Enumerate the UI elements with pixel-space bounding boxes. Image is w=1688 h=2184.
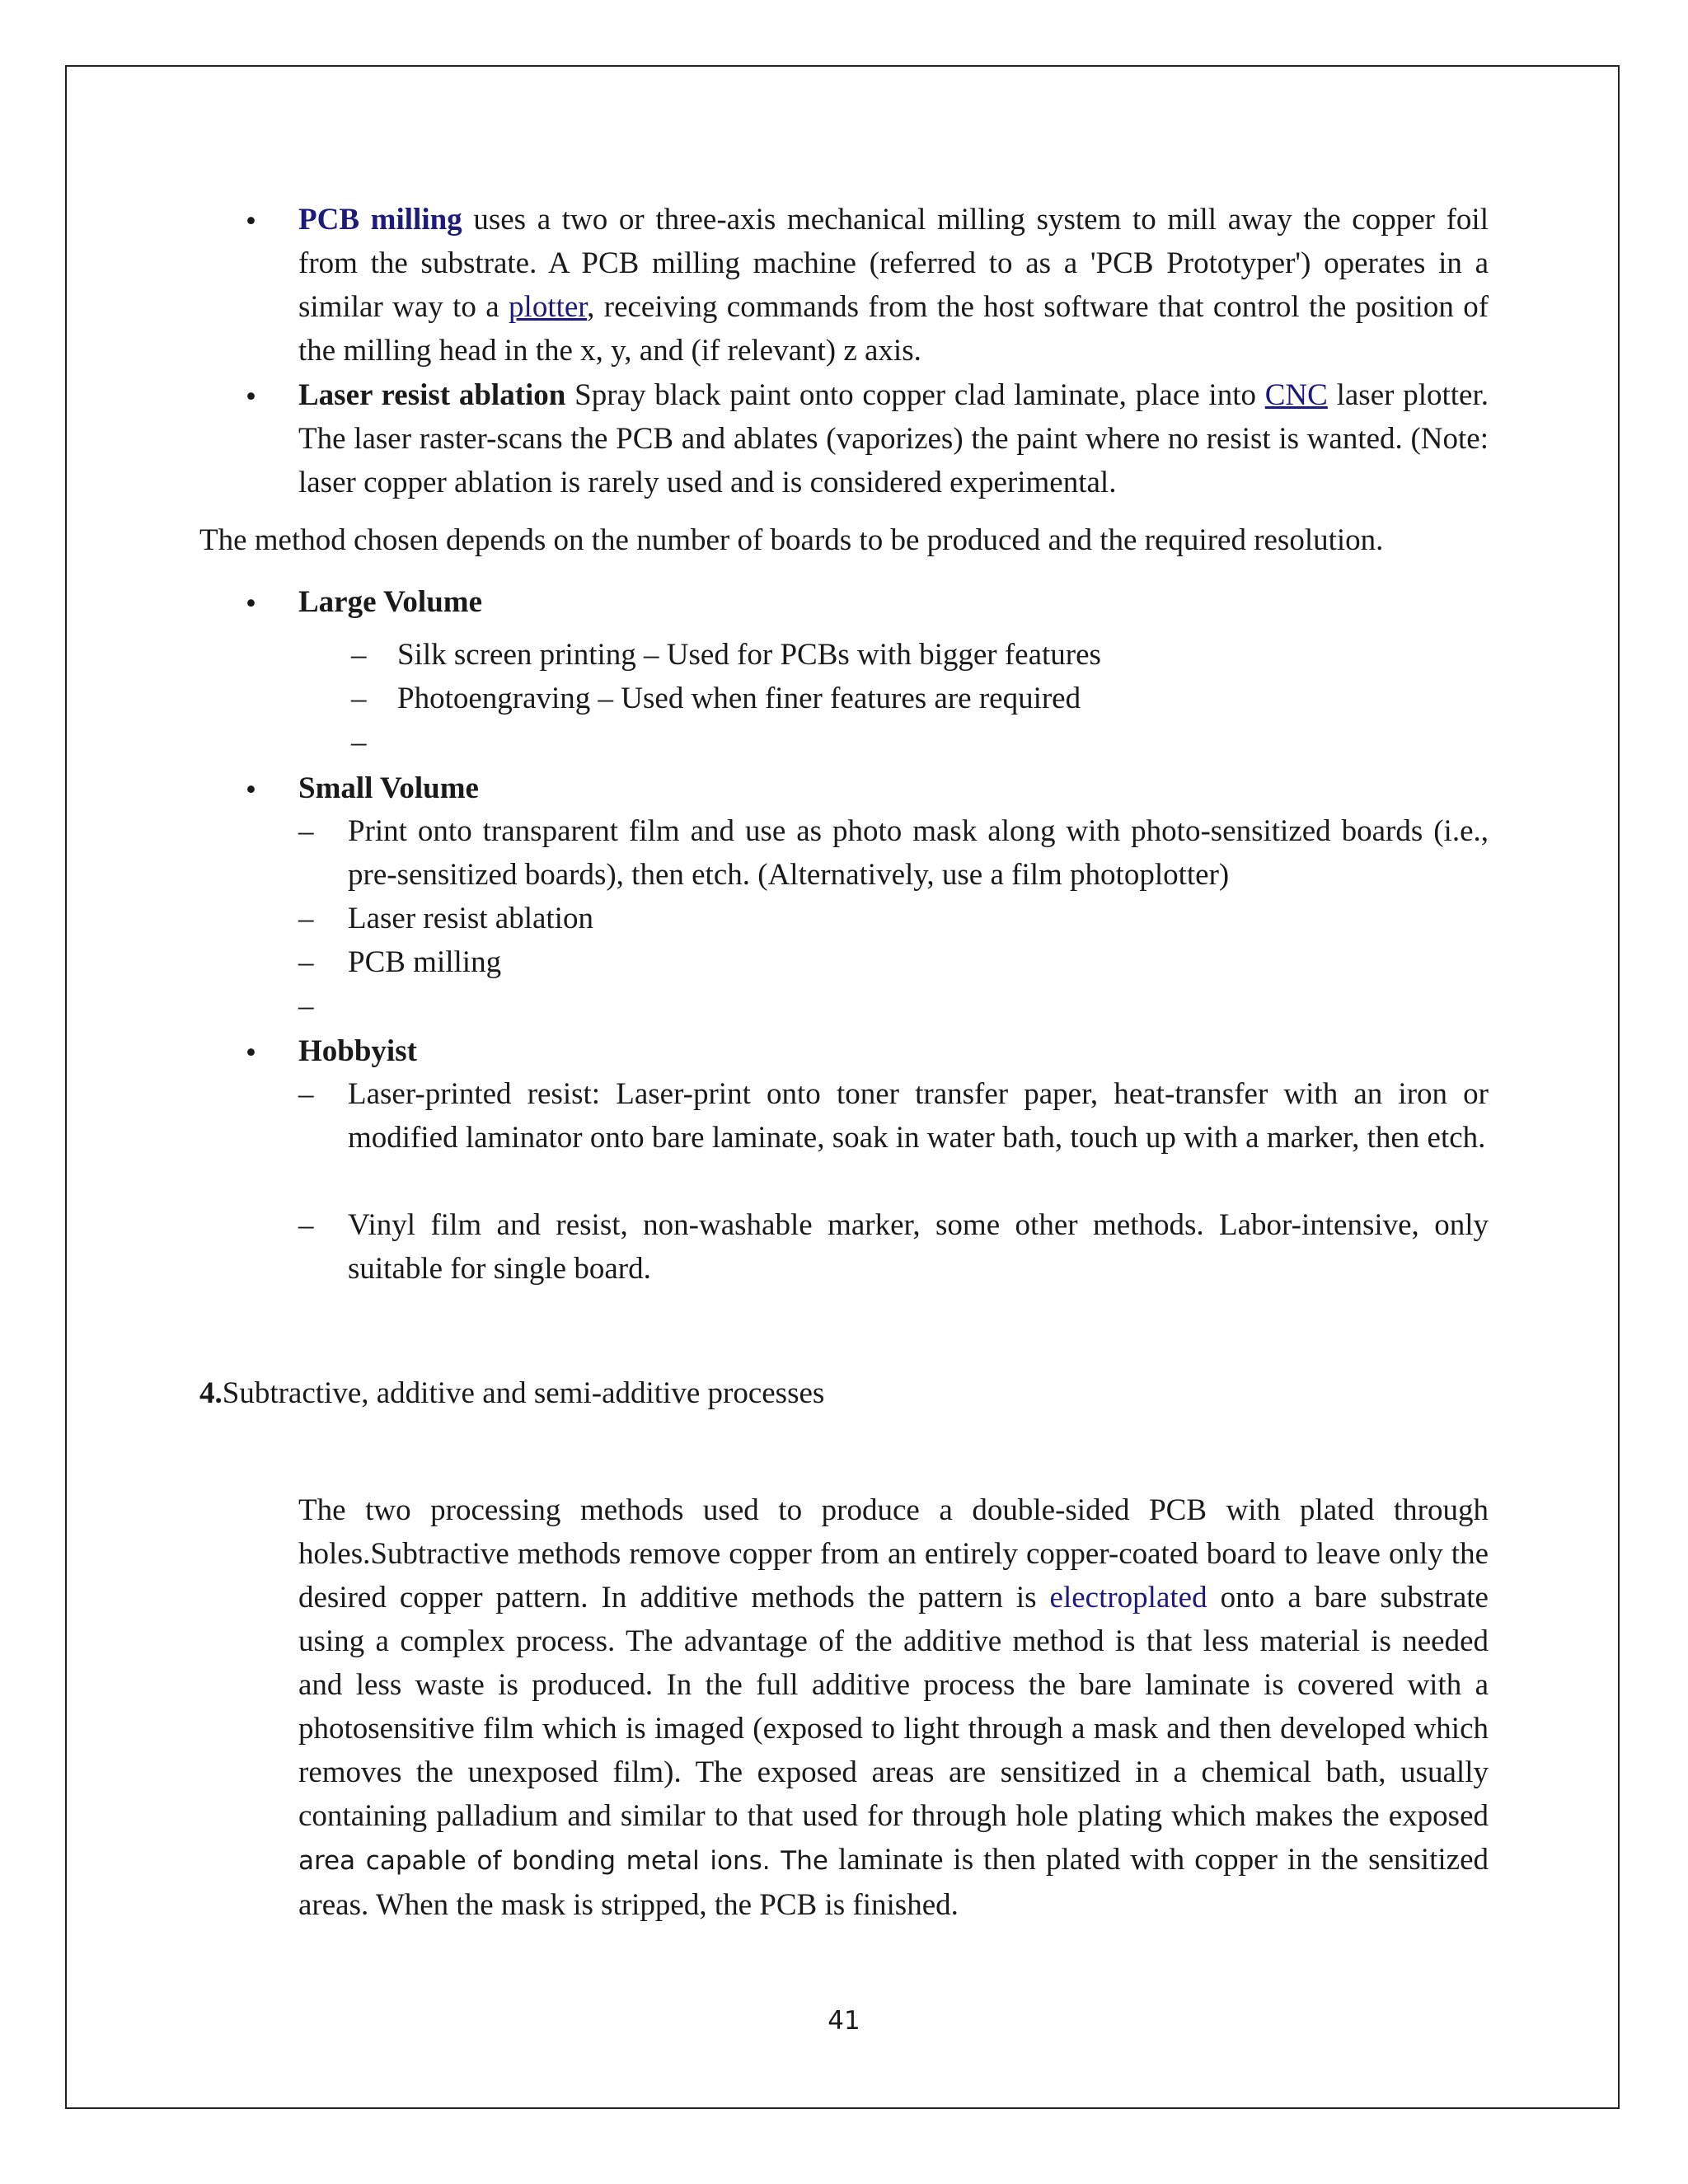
term-laser-resist-ablation: Laser resist ablation (298, 378, 566, 412)
hobbyist-item: Laser-printed resist: Laser-print onto toner transfer paper, heat-transfer with an iron or modified laminator onto bare laminate, soak in water bath, touch up with a marker, then etch. (348, 1077, 1489, 1155)
bullet-marker: • (246, 773, 256, 807)
dash-marker: – (351, 725, 367, 759)
heading-large-volume: Large Volume (298, 585, 483, 619)
dash-marker: – (298, 945, 314, 979)
link-plotter[interactable]: plotter (509, 290, 588, 324)
link-cnc[interactable]: CNC (1264, 378, 1328, 412)
bullet-marker: • (246, 587, 256, 621)
section-4-heading (199, 1371, 1436, 1415)
bullet-marker: • (246, 1036, 256, 1070)
large-volume-item: Photoengraving – Used when finer features are required (397, 682, 1081, 715)
hobbyist-item: Vinyl film and resist, non-washable marker, some other methods. Labor-intensive, only suitable for single board. (348, 1208, 1489, 1286)
small-volume-item: Laser resist ablation (348, 902, 593, 935)
section-number: 4. (199, 1376, 223, 1410)
heading-hobbyist: Hobbyist (298, 1034, 417, 1068)
dash-marker: – (298, 989, 314, 1023)
bullet-pcb-milling: PCB milling uses a two or three-axis mechanical milling system to mill away the copper foil from the substrate. A PCB milling machine (referred to as a 'PCB Prototyper') operates in a similar way to a plotter, receiving commands from the host software that control the position of the milling head in the x, y, and (if relevant) z axis. (298, 203, 1489, 368)
dash-marker: – (298, 1208, 314, 1242)
dash-marker: – (298, 814, 314, 848)
bullet-laser-resist-ablation: Laser resist ablation Spray black paint onto copper clad laminate, place into CNC laser plotter. The laser raster-scans the PCB and ablates (vaporizes) the paint where no resist is wanted. (Note: laser copper ablation is rarely used and is considered experimental. (298, 378, 1489, 499)
method-sentence: The method chosen depends on the number of boards to be produced and the required resolution. (199, 523, 1384, 557)
dash-marker: – (351, 638, 367, 672)
page-number: 41 (828, 2006, 860, 2036)
large-volume-item: Silk screen printing – Used for PCBs with bigger features (397, 638, 1101, 672)
dash-marker: – (298, 902, 314, 935)
heading-small-volume: Small Volume (298, 771, 479, 805)
dash-marker: – (298, 1077, 314, 1111)
term-pcb-milling: PCB milling (298, 203, 462, 237)
small-volume-item: PCB milling (348, 945, 502, 979)
small-volume-item: Print onto transparent film and use as photo mask along with photo-sensitized boards (i.e., pre-sensitized boards), then etch. (Alternatively, use a film photoplotter) (348, 814, 1489, 892)
section-4-paragraph: The two processing methods used to produce a double-sided PCB with plated through holes.Subtractive methods remove copper from an entirely copper-coated board to leave only the desired copper pattern. In additive methods the pattern is electroplated onto a bare substrate using a complex process. The advantage of the additive method is that less material is needed and less waste is produced. In the full additive process the bare laminate is covered with a photosensitive film which is imaged (exposed to light through a mask and then developed which removes the unexposed film). The exposed areas are sensitized in a chemical bath, usually containing palladium and similar to that used for through hole plating which makes the exposed area capable of bonding metal ions. The laminate is then plated with copper in the sensitized areas. When the mask is stripped, the PCB is finished. (298, 1493, 1489, 1922)
bullet-marker: • (246, 204, 256, 238)
dash-marker: – (351, 682, 367, 715)
section-title: Subtractive, additive and semi-additive processes (222, 1376, 825, 1410)
term-electroplated: electroplated (1049, 1581, 1207, 1615)
bullet-marker: • (246, 380, 256, 414)
